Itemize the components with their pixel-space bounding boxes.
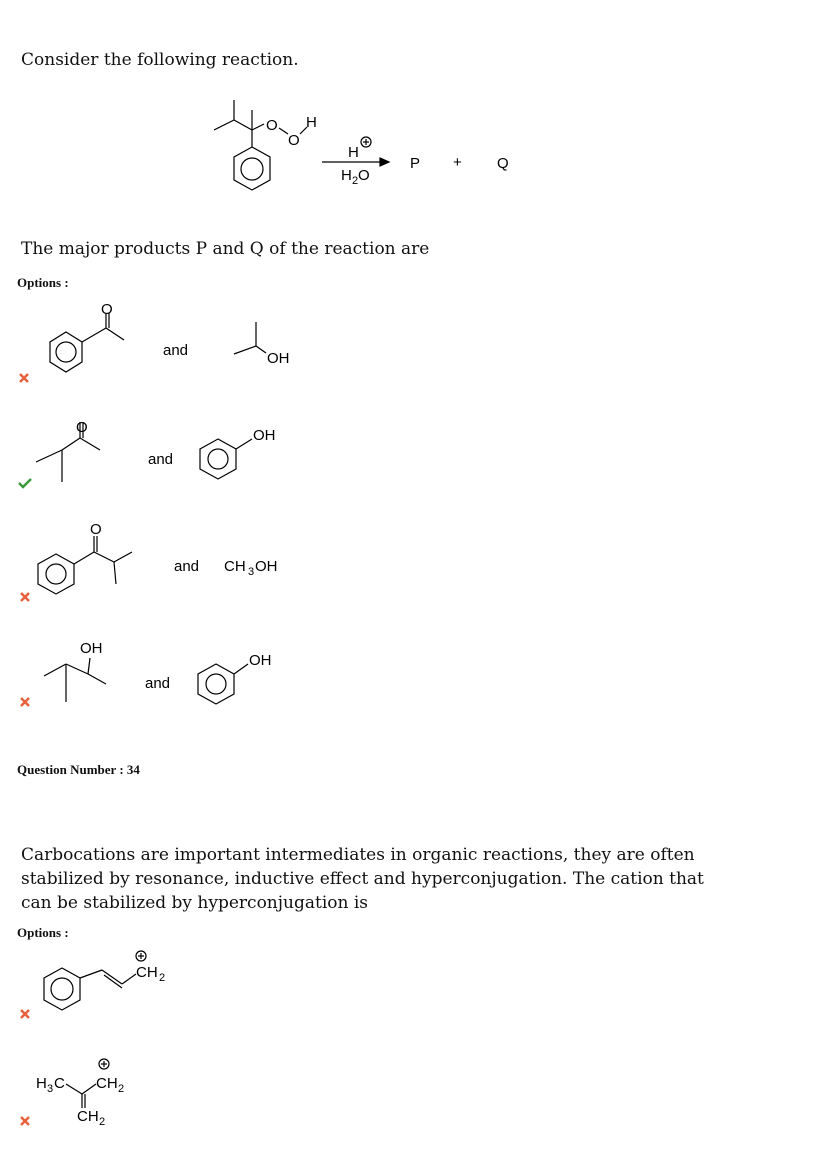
wrong-mark-icon	[20, 697, 30, 707]
and-label: and	[163, 342, 189, 359]
svg-text:OH: OH	[249, 652, 272, 669]
q33-options-label: Options :	[17, 275, 69, 290]
reaction-scheme	[200, 92, 540, 210]
svg-text:H: H	[348, 144, 359, 161]
svg-text:+: +	[453, 154, 462, 171]
svg-text:2: 2	[118, 1083, 125, 1095]
wrong-mark-icon	[20, 1116, 30, 1126]
and-label: and	[145, 675, 171, 692]
q34-number: Question Number : 34	[17, 762, 140, 777]
and-label: and	[174, 558, 200, 575]
svg-text:H: H	[306, 114, 317, 131]
svg-text:H: H	[36, 1075, 47, 1092]
svg-text:C: C	[54, 1075, 65, 1092]
svg-text:2: 2	[159, 972, 166, 984]
q34-option-2[interactable]	[34, 1054, 194, 1128]
correct-mark-icon	[17, 477, 33, 489]
svg-text:CH: CH	[224, 558, 246, 575]
wrong-mark-icon	[20, 1009, 30, 1019]
wrong-mark-icon	[19, 373, 29, 383]
q34-option-1[interactable]	[36, 944, 196, 1024]
svg-text:OH: OH	[253, 427, 276, 444]
svg-text:3: 3	[47, 1083, 54, 1095]
svg-text:O: O	[358, 167, 370, 184]
q33-option-1[interactable]	[40, 298, 300, 380]
svg-text:OH: OH	[80, 640, 103, 657]
svg-text:O: O	[76, 419, 88, 436]
svg-text:3: 3	[248, 566, 255, 578]
svg-text:CH: CH	[96, 1075, 118, 1092]
svg-text:P: P	[410, 155, 421, 172]
q33-option-4[interactable]	[30, 636, 290, 710]
q34-options-label: Options :	[17, 925, 69, 940]
svg-text:CH: CH	[136, 964, 158, 981]
q33-question: The major products P and Q of the reaction are	[21, 239, 430, 259]
svg-text:O: O	[266, 117, 278, 134]
svg-text:O: O	[288, 132, 300, 149]
q33-option-2[interactable]	[30, 414, 290, 486]
svg-text:CH: CH	[77, 1108, 99, 1125]
svg-text:OH: OH	[255, 558, 278, 575]
svg-text:O: O	[90, 521, 102, 538]
wrong-mark-icon	[20, 592, 30, 602]
q33-option-3[interactable]	[32, 518, 292, 602]
q34-question: Carbocations are important intermediates in organic reactions, they are often stabilized by resonance, inductive effect and hyperconjugation. The cation that can be stabilized by hyperconjugation is	[21, 845, 704, 913]
svg-text:2: 2	[99, 1116, 106, 1128]
svg-text:H: H	[341, 167, 352, 184]
q33-prompt: Consider the following reaction.	[21, 50, 299, 70]
and-label: and	[148, 451, 174, 468]
svg-text:OH: OH	[267, 350, 290, 367]
svg-text:Q: Q	[497, 155, 509, 172]
svg-text:O: O	[101, 301, 113, 318]
svg-text:2: 2	[352, 175, 359, 187]
